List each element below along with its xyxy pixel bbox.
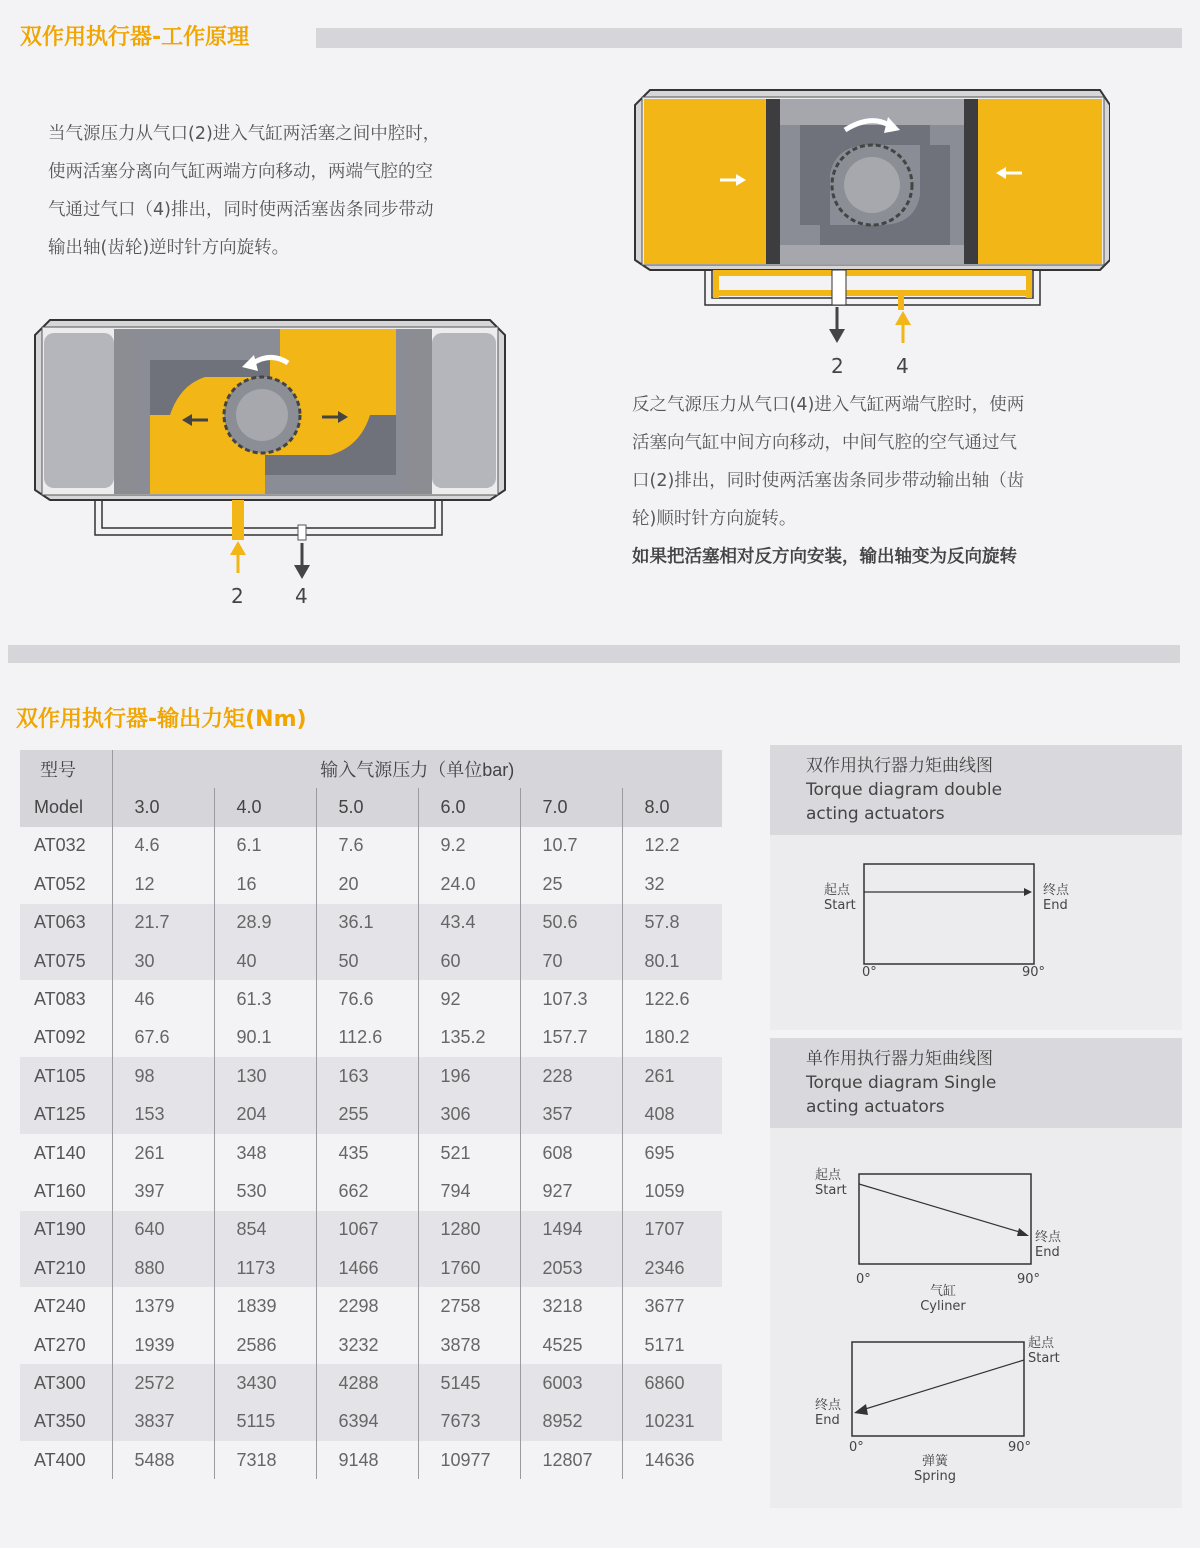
table-row	[20, 1364, 722, 1402]
torque-cell: 640	[112, 1211, 214, 1249]
torque-cell: 530	[214, 1172, 316, 1210]
working-principle-paragraph-2	[632, 386, 1102, 576]
table-row	[20, 1326, 722, 1364]
torque-cell: 36.1	[316, 904, 418, 942]
torque-cell: 1067	[316, 1211, 418, 1249]
torque-table	[20, 750, 722, 1479]
axis-90-label: 90°	[1022, 965, 1046, 980]
axis-0-label: 0°	[856, 1272, 871, 1287]
end-label-cn: 终点	[1043, 883, 1070, 898]
torque-cell: 1939	[112, 1326, 214, 1364]
model-cell: AT105	[20, 1057, 112, 1095]
paragraph-line: 当气源压力从气口(2)进入气缸两活塞之间中腔时，	[48, 124, 441, 144]
torque-cell: 4525	[520, 1326, 622, 1364]
torque-cell: 3218	[520, 1287, 622, 1325]
table-row	[20, 1096, 722, 1134]
torque-cell: 521	[418, 1134, 520, 1172]
torque-cell: 24.0	[418, 865, 520, 903]
torque-cell: 854	[214, 1211, 316, 1249]
torque-cell: 7318	[214, 1441, 316, 1479]
torque-cell: 16	[214, 865, 316, 903]
model-cell: AT052	[20, 865, 112, 903]
torque-cell: 1707	[622, 1211, 722, 1249]
model-cell: AT350	[20, 1403, 112, 1441]
double-acting-panel-title	[806, 754, 1002, 826]
end-label	[815, 1398, 841, 1428]
header-pressure-value: 8.0	[622, 788, 722, 826]
cylinder-torque-diagram	[855, 1170, 1040, 1270]
torque-cell: 122.6	[622, 980, 722, 1018]
torque-cell: 5145	[418, 1364, 520, 1402]
torque-cell: 70	[520, 942, 622, 980]
start-label-en: Start	[815, 1183, 847, 1198]
paragraph-line: 使两活塞分离向气缸两端方向移动，两端气腔的空	[48, 162, 433, 182]
end-label	[1035, 1230, 1061, 1260]
torque-cell: 50	[316, 942, 418, 980]
torque-cell: 435	[316, 1134, 418, 1172]
torque-cell: 794	[418, 1172, 520, 1210]
header-pressure: 输入气源压力（单位bar)	[112, 750, 722, 788]
model-cell: AT190	[20, 1211, 112, 1249]
torque-cell: 2346	[622, 1249, 722, 1287]
port-label-4: 4	[896, 354, 909, 378]
end-label-en: End	[1035, 1245, 1060, 1260]
table-row	[20, 1057, 722, 1095]
torque-cell: 135.2	[418, 1019, 520, 1057]
torque-cell: 2758	[418, 1287, 520, 1325]
torque-cell: 112.6	[316, 1019, 418, 1057]
torque-cell: 1839	[214, 1287, 316, 1325]
table-row	[20, 1441, 722, 1479]
torque-cell: 9148	[316, 1441, 418, 1479]
torque-cell: 4288	[316, 1364, 418, 1402]
torque-cell: 1059	[622, 1172, 722, 1210]
axis-0-label: 0°	[849, 1440, 864, 1455]
spring-label-cn: 弹簧	[921, 1454, 948, 1469]
torque-cell: 90.1	[214, 1019, 316, 1057]
torque-cell: 50.6	[520, 904, 622, 942]
table-row	[20, 980, 722, 1018]
torque-cell: 40	[214, 942, 316, 980]
torque-cell: 662	[316, 1172, 418, 1210]
paragraph-line: 口(2)排出，同时使两活塞齿条同步带动输出轴（齿	[632, 471, 1025, 491]
model-cell: AT032	[20, 827, 112, 865]
table-row	[20, 1019, 722, 1057]
table-row	[20, 1287, 722, 1325]
torque-cell: 7673	[418, 1403, 520, 1441]
model-cell: AT125	[20, 1096, 112, 1134]
model-cell: AT083	[20, 980, 112, 1018]
header-model-cn: 型号	[20, 750, 112, 788]
paragraph-line: 反之气源压力从气口(4)进入气缸两端气腔时，使两	[632, 395, 1025, 415]
cylinder-label	[918, 1284, 968, 1314]
torque-cell: 5171	[622, 1326, 722, 1364]
torque-cell: 9.2	[418, 827, 520, 865]
panel-title-en: Torque diagram double	[806, 780, 1003, 800]
torque-cell: 1379	[112, 1287, 214, 1325]
start-label-en: Start	[824, 898, 856, 913]
torque-cell: 306	[418, 1096, 520, 1134]
table-row	[20, 827, 722, 865]
start-label-cn: 起点	[824, 883, 851, 898]
table-row	[20, 1403, 722, 1441]
header-model-en: Model	[20, 788, 112, 826]
torque-cell: 43.4	[418, 904, 520, 942]
start-label-cn: 起点	[1028, 1336, 1055, 1351]
spring-torque-diagram	[848, 1338, 1033, 1443]
model-cell: AT140	[20, 1134, 112, 1172]
torque-cell: 10231	[622, 1403, 722, 1441]
start-label	[824, 883, 856, 913]
end-label	[1043, 883, 1069, 913]
torque-cell: 228	[520, 1057, 622, 1095]
axis-90-label: 90°	[1008, 1440, 1032, 1455]
model-cell: AT160	[20, 1172, 112, 1210]
torque-cell: 25	[520, 865, 622, 903]
table-row	[20, 904, 722, 942]
section-divider	[8, 645, 1180, 663]
torque-cell: 61.3	[214, 980, 316, 1018]
torque-cell: 12.2	[622, 827, 722, 865]
start-label-en: Start	[1028, 1351, 1060, 1366]
torque-cell: 8952	[520, 1403, 622, 1441]
header-pressure-value: 5.0	[316, 788, 418, 826]
torque-cell: 1280	[418, 1211, 520, 1249]
torque-cell: 20	[316, 865, 418, 903]
port-label-4: 4	[295, 584, 308, 608]
model-cell: AT240	[20, 1287, 112, 1325]
header-pressure-value: 4.0	[214, 788, 316, 826]
torque-cell: 408	[622, 1096, 722, 1134]
torque-cell: 6394	[316, 1403, 418, 1441]
torque-cell: 4.6	[112, 827, 214, 865]
torque-cell: 30	[112, 942, 214, 980]
cylinder-label-cn: 气缸	[929, 1284, 956, 1299]
torque-cell: 1466	[316, 1249, 418, 1287]
torque-cell: 163	[316, 1057, 418, 1095]
torque-cell: 2572	[112, 1364, 214, 1402]
torque-cell: 2298	[316, 1287, 418, 1325]
end-label-en: End	[815, 1413, 840, 1428]
panel-title-en: acting actuators	[806, 1097, 945, 1117]
torque-cell: 3878	[418, 1326, 520, 1364]
torque-cell: 10977	[418, 1441, 520, 1479]
torque-cell: 80.1	[622, 942, 722, 980]
torque-cell: 5115	[214, 1403, 316, 1441]
torque-cell: 608	[520, 1134, 622, 1172]
model-cell: AT063	[20, 904, 112, 942]
torque-cell: 12807	[520, 1441, 622, 1479]
torque-cell: 196	[418, 1057, 520, 1095]
section-title-bar	[316, 28, 1182, 48]
spring-label	[910, 1454, 960, 1484]
torque-cell: 57.8	[622, 904, 722, 942]
torque-cell: 14636	[622, 1441, 722, 1479]
torque-cell: 92	[418, 980, 520, 1018]
start-label	[1028, 1336, 1060, 1366]
torque-cell: 12	[112, 865, 214, 903]
torque-cell: 98	[112, 1057, 214, 1095]
port-label-2: 2	[231, 584, 244, 608]
torque-cell: 3677	[622, 1287, 722, 1325]
end-label-en: End	[1043, 898, 1068, 913]
torque-cell: 60	[418, 942, 520, 980]
torque-cell: 2053	[520, 1249, 622, 1287]
panel-title-en: Torque diagram Single	[806, 1073, 997, 1093]
torque-cell: 3232	[316, 1326, 418, 1364]
end-label-cn: 终点	[815, 1398, 842, 1413]
table-row	[20, 942, 722, 980]
torque-cell: 157.7	[520, 1019, 622, 1057]
torque-cell: 204	[214, 1096, 316, 1134]
torque-cell: 2586	[214, 1326, 316, 1364]
torque-cell: 32	[622, 865, 722, 903]
torque-cell: 67.6	[112, 1019, 214, 1057]
axis-90-label: 90°	[1017, 1272, 1041, 1287]
torque-cell: 107.3	[520, 980, 622, 1018]
panel-title-en: acting actuators	[806, 804, 945, 824]
model-cell: AT092	[20, 1019, 112, 1057]
torque-cell: 261	[622, 1057, 722, 1095]
model-cell: AT400	[20, 1441, 112, 1479]
double-acting-torque-diagram	[860, 860, 1040, 970]
spring-label-en: Spring	[914, 1469, 956, 1484]
model-cell: AT300	[20, 1364, 112, 1402]
torque-cell: 348	[214, 1134, 316, 1172]
table-row	[20, 1211, 722, 1249]
torque-cell: 5488	[112, 1441, 214, 1479]
header-pressure-value: 3.0	[112, 788, 214, 826]
torque-cell: 1494	[520, 1211, 622, 1249]
torque-cell: 6860	[622, 1364, 722, 1402]
torque-cell: 261	[112, 1134, 214, 1172]
torque-cell: 1760	[418, 1249, 520, 1287]
torque-cell: 7.6	[316, 827, 418, 865]
port-label-2: 2	[831, 354, 844, 378]
model-cell: AT210	[20, 1249, 112, 1287]
working-principle-paragraph-1	[48, 115, 508, 267]
model-cell: AT270	[20, 1326, 112, 1364]
table-row	[20, 1172, 722, 1210]
section-title-output-torque: 双作用执行器-输出力矩(Nm)	[16, 707, 307, 732]
torque-cell: 3837	[112, 1403, 214, 1441]
torque-cell: 28.9	[214, 904, 316, 942]
torque-cell: 6.1	[214, 827, 316, 865]
torque-cell: 880	[112, 1249, 214, 1287]
actuator-diagram-ports-2-in	[30, 315, 510, 580]
table-row	[20, 865, 722, 903]
start-label	[815, 1168, 847, 1198]
torque-cell: 255	[316, 1096, 418, 1134]
header-pressure-value: 6.0	[418, 788, 520, 826]
torque-cell: 695	[622, 1134, 722, 1172]
paragraph-line: 输出轴(齿轮)逆时针方向旋转。	[48, 238, 290, 258]
single-acting-panel-title	[806, 1047, 996, 1119]
torque-cell: 6003	[520, 1364, 622, 1402]
panel-title-cn: 双作用执行器力矩曲线图	[806, 756, 993, 776]
torque-cell: 153	[112, 1096, 214, 1134]
torque-cell: 46	[112, 980, 214, 1018]
torque-cell: 21.7	[112, 904, 214, 942]
table-row	[20, 1249, 722, 1287]
torque-cell: 1173	[214, 1249, 316, 1287]
actuator-diagram-ports-4-in	[630, 85, 1110, 350]
torque-cell: 3430	[214, 1364, 316, 1402]
axis-0-label: 0°	[862, 965, 877, 980]
model-cell: AT075	[20, 942, 112, 980]
panel-title-cn: 单作用执行器力矩曲线图	[806, 1049, 993, 1069]
torque-cell: 76.6	[316, 980, 418, 1018]
reverse-rotation-note: 如果把活塞相对反方向安装，输出轴变为反向旋转	[632, 547, 1017, 567]
paragraph-line: 气通过气口（4)排出，同时使两活塞齿条同步带动	[48, 200, 434, 220]
torque-cell: 357	[520, 1096, 622, 1134]
table-row	[20, 1134, 722, 1172]
cylinder-label-en: Cyliner	[920, 1299, 966, 1314]
start-label-cn: 起点	[815, 1168, 842, 1183]
torque-cell: 10.7	[520, 827, 622, 865]
header-pressure-value: 7.0	[520, 788, 622, 826]
section-title-working-principle: 双作用执行器-工作原理	[20, 25, 250, 50]
paragraph-line: 轮)顺时针方向旋转。	[632, 509, 797, 529]
torque-cell: 180.2	[622, 1019, 722, 1057]
torque-cell: 397	[112, 1172, 214, 1210]
end-label-cn: 终点	[1035, 1230, 1062, 1245]
torque-cell: 927	[520, 1172, 622, 1210]
paragraph-line: 活塞向气缸中间方向移动，中间气腔的空气通过气	[632, 433, 1017, 453]
torque-cell: 130	[214, 1057, 316, 1095]
